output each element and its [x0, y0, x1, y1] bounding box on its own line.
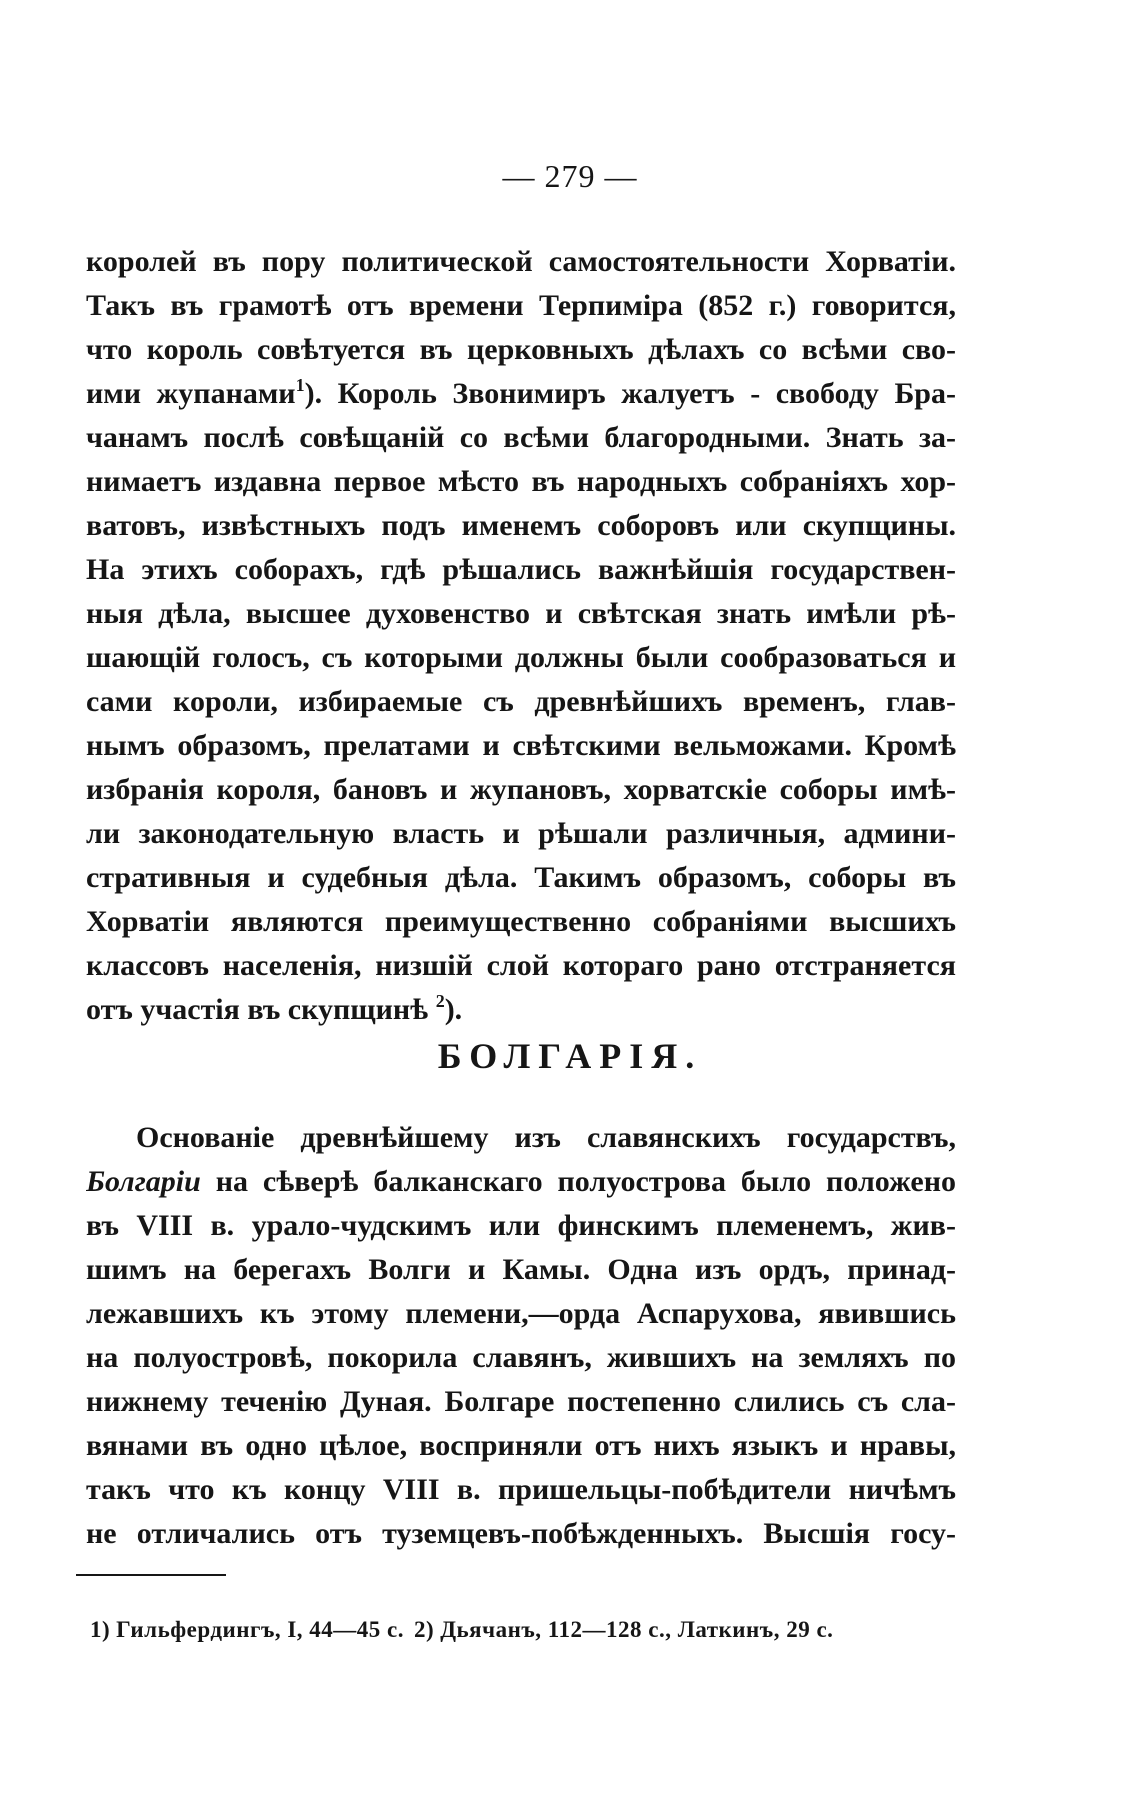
- text-line: ныя дѣла, высшее духовенство и свѣтская знать имѣли рѣ-: [86, 597, 956, 630]
- text-line: такъ что къ концу VIII в. пришельцы-побѣдители ничѣмъ: [86, 1473, 956, 1506]
- text-line: нымъ образомъ, прелатами и свѣтскими вельможами. Кромѣ: [86, 729, 956, 762]
- paragraph-croatia: [86, 240, 956, 1032]
- section-heading: БОЛГАРІЯ.: [437, 1036, 703, 1076]
- text-line: [86, 372, 956, 416]
- text-line: ватовъ, извѣстныхъ подъ именемъ соборовъ или скупщины.: [86, 509, 956, 542]
- text-fragment: ). Король Звонимиръ жалуетъ - свободу Бра-: [304, 377, 956, 410]
- text-line: нимаетъ издавна первое мѣсто въ народныхъ собраніяхъ хор-: [86, 465, 956, 498]
- text-line: стративныя и судебныя дѣла. Такимъ образомъ, соборы въ: [86, 861, 956, 894]
- text-fragment: на сѣверѣ балканскаго полуострова было положено: [200, 1165, 956, 1198]
- text-line: не отличались отъ туземцевъ-побѣжденныхъ. Высшія госу-: [86, 1517, 956, 1550]
- text-line: сами короли, избираемые съ древнѣйшихъ временъ, глав-: [86, 685, 956, 718]
- footnote-text: Дьячанъ, 112—128 с., Латкинъ, 29 с.: [440, 1617, 834, 1642]
- text-fragment: ими жупанами: [86, 377, 296, 410]
- italic-term: Болгаріи: [86, 1165, 201, 1198]
- text-line: что король совѣтуется въ церковныхъ дѣлахъ со всѣми сво-: [86, 333, 956, 366]
- text-line: [86, 1160, 956, 1204]
- text-line: королей въ пору политической самостоятельности Хорватіи.: [86, 245, 956, 278]
- footnote-ref: 1: [295, 375, 305, 395]
- text-line: чанамъ послѣ совѣщаній со всѣми благородными. Знать за-: [86, 421, 956, 454]
- text-line: шимъ на берегахъ Волги и Камы. Одна изъ ордъ, принад-: [86, 1253, 956, 1286]
- text-line: ли законодательную власть и рѣшали различныя, админи-: [86, 817, 956, 850]
- text-line: на полуостровѣ, покорила славянъ, жившихъ на земляхъ по: [86, 1341, 956, 1374]
- page-number: — 279 —: [502, 158, 638, 194]
- text-line: избранія короля, бановъ и жупановъ, хорватскіе соборы имѣ-: [86, 773, 956, 806]
- footnote-ref: 2: [435, 991, 445, 1011]
- text-line: въ VIII в. урало-чудскимъ или финскимъ племенемъ, жив-: [86, 1209, 956, 1242]
- text-line: лежавшихъ къ этому племени,—орда Аспарухова, явившись: [86, 1297, 956, 1330]
- footnote-label: 2): [414, 1617, 435, 1642]
- text-line: [86, 988, 956, 1032]
- text-line: Хорватіи являются преимущественно собраніями высшихъ: [86, 905, 956, 938]
- text-fragment: отъ участія въ скупщинѣ: [86, 993, 429, 1026]
- footnote-divider: [76, 1574, 226, 1576]
- text-line: шающій голосъ, съ которыми должны были сообразоваться и: [86, 641, 956, 674]
- paragraph-bulgaria: [86, 1116, 956, 1556]
- text-line: Такъ въ грамотѣ отъ времени Терпиміра (852 г.) говорится,: [86, 289, 956, 322]
- text-line: классовъ населенія, низшій слой котораго рано отстраняется: [86, 949, 956, 982]
- text-line: На этихъ соборахъ, гдѣ рѣшались важнѣйшія государствен-: [86, 553, 956, 586]
- footnote-label: 1): [90, 1617, 111, 1642]
- footnotes: [90, 1617, 950, 1643]
- text-line: нижнему теченію Дуная. Болгаре постепенно слились съ сла-: [86, 1385, 956, 1418]
- text-fragment: ).: [444, 993, 463, 1026]
- text-line: Основаніе древнѣйшему изъ славянскихъ государствъ,: [136, 1121, 956, 1154]
- footnote-text: Гильфердингъ, I, 44—45 с.: [116, 1617, 405, 1642]
- text-line: вянами въ одно цѣлое, восприняли отъ нихъ языкъ и нравы,: [86, 1429, 956, 1462]
